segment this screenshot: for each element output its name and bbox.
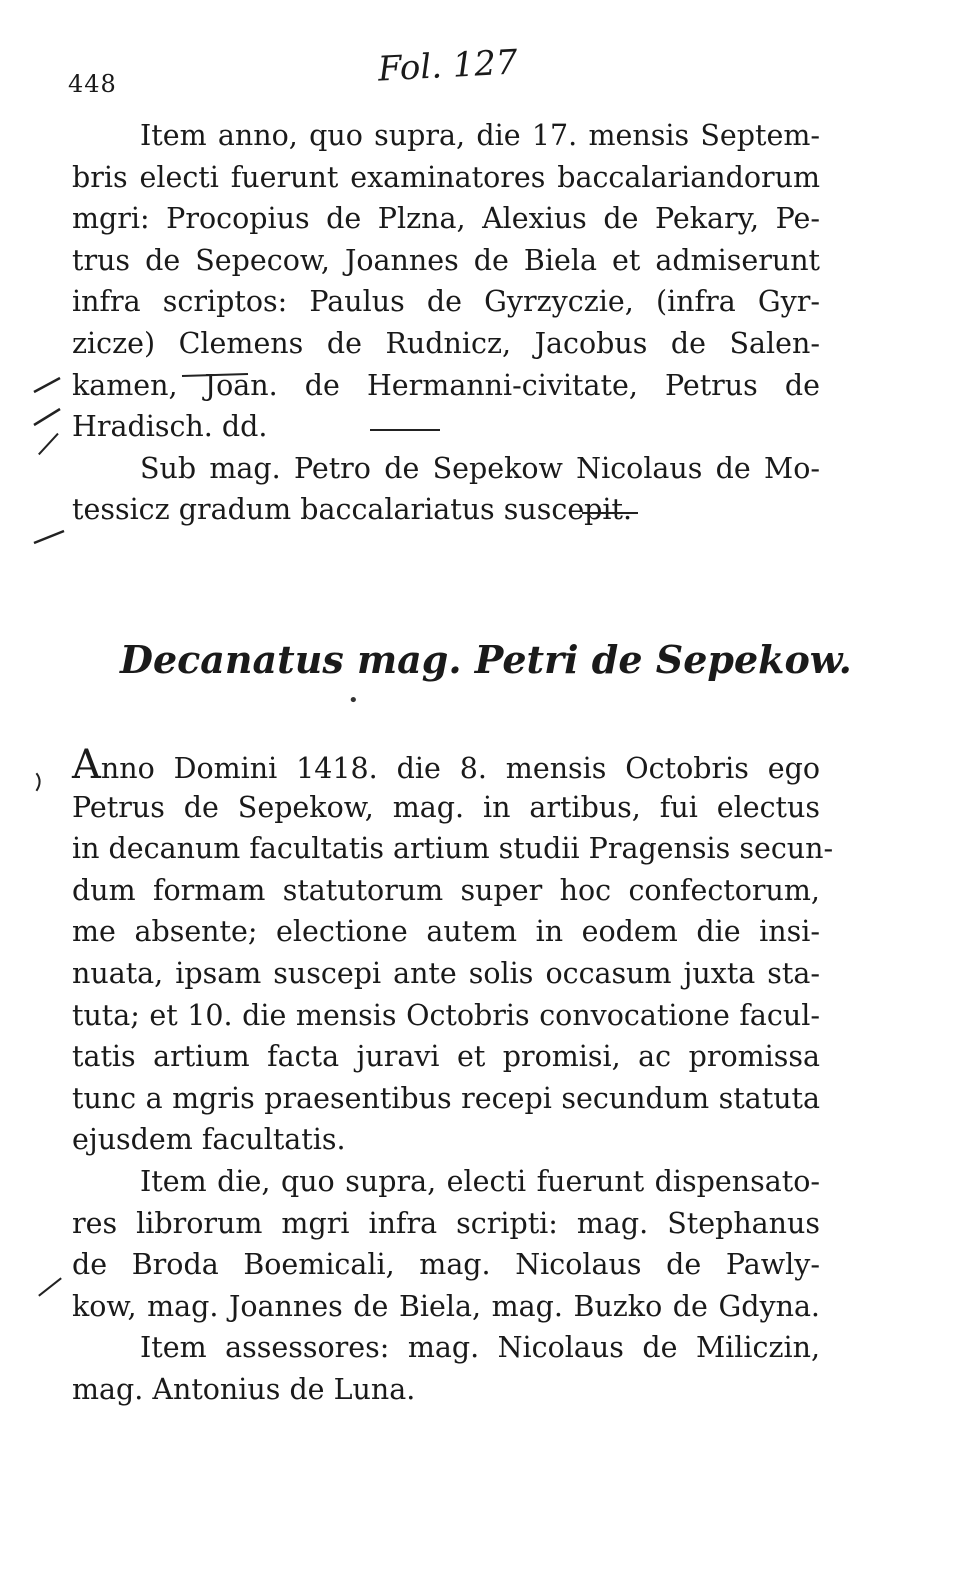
paragraph-decanatus	[72, 742, 834, 1411]
text-line: bris electi fuerunt examinatores baccalariandorum	[72, 160, 820, 194]
text-line: ejusdem facultatis.	[72, 1123, 346, 1157]
text-line: Item die, quo supra, electi fuerunt dispensato-	[140, 1164, 820, 1198]
text-line: zicze) Clemens de Rudnicz, Jacobus de Salen-	[72, 326, 820, 360]
section-heading: Decanatus mag. Petri de Sepekow.	[120, 637, 852, 682]
margin-tick-mark	[30, 525, 70, 549]
margin-tick-mark	[28, 405, 68, 429]
margin-bracket-mark	[26, 770, 66, 794]
handwritten-folio-note: Fol. 127	[377, 42, 519, 90]
text-line: Hradisch. dd.	[72, 410, 268, 444]
text-line: de Broda Boemicali, mag. Nicolaus de Pawly-	[72, 1248, 820, 1282]
text-line: kow, mag. Joannes de Biela, mag. Buzko de Gdyna.	[72, 1289, 820, 1323]
text-line: nuata, ipsam suscepi ante solis occasum juxta sta-	[72, 956, 820, 990]
text-line-first	[72, 742, 820, 788]
text-line: tessicz gradum baccalariatus suscepit.	[72, 493, 633, 527]
text-line: res librorum mgri infra scripti: mag. Stephanus	[72, 1206, 820, 1240]
text-line: tunc a mgris praesentibus recepi secundum statuta	[72, 1081, 820, 1115]
handwritten-underline	[368, 425, 443, 435]
text-line: trus de Sepecow, Joannes de Biela et admiserunt	[72, 243, 820, 277]
text-line: Item assessores: mag. Nicolaus de Miliczin,	[140, 1331, 820, 1365]
handwritten-underline	[580, 508, 640, 518]
initial-letter: A	[72, 742, 101, 788]
text-line: me absente; electione autem in eodem die insi-	[72, 915, 820, 949]
text-line: Item anno, quo supra, die 17. mensis Septem-	[140, 119, 820, 152]
margin-tick-mark	[30, 1275, 70, 1299]
text-line: kamen, Joan. de Hermanni-civitate, Petrus de	[72, 368, 820, 402]
margin-tick-mark	[30, 432, 70, 456]
margin-tick-mark	[30, 372, 70, 396]
page-number: 448	[68, 70, 117, 98]
handwritten-underline	[180, 370, 250, 380]
text-line: tuta; et 10. die mensis Octobris convocatione facul-	[72, 998, 820, 1032]
paragraph-examiners	[72, 115, 820, 531]
text-line: dum formam statutorum super hoc confectorum,	[72, 873, 820, 907]
text-line: Petrus de Sepekow, mag. in artibus, fui electus	[72, 790, 820, 824]
text-line: tatis artium facta juravi et promisi, ac promissa	[72, 1040, 820, 1074]
text-line: in decanum facultatis artium studii Pragensis secun-	[72, 832, 834, 866]
text-line-rest: nno Domini 1418. die 8. mensis Octobris ego	[100, 752, 820, 785]
text-line: mag. Antonius de Luna.	[72, 1372, 416, 1406]
text-line: mgri: Procopius de Plzna, Alexius de Pekary, Pe-	[72, 202, 820, 236]
text-line: Sub mag. Petro de Sepekow Nicolaus de Mo-	[140, 451, 820, 485]
text-line: infra scriptos: Paulus de Gyrzyczie, (infra Gyr-	[72, 285, 820, 319]
ornament-dot: •	[348, 690, 359, 711]
